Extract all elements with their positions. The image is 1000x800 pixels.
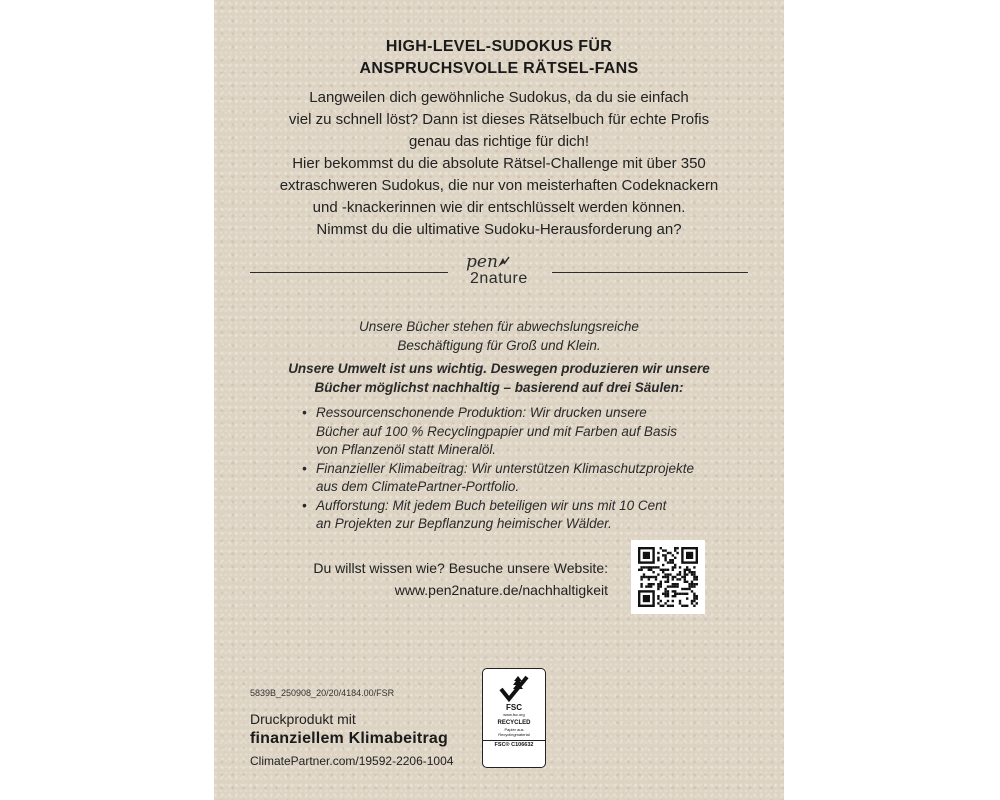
fsc-tree-check-icon xyxy=(497,673,531,703)
headline xyxy=(214,36,784,80)
logo-nature-text: 2nature xyxy=(470,270,528,287)
intro-paragraph-2 xyxy=(244,153,754,241)
leaf-icon xyxy=(496,256,510,268)
divider-left xyxy=(250,272,448,273)
values-statement xyxy=(244,317,754,355)
fsc-recycled: RECYCLED xyxy=(497,720,531,726)
headline-line-1: HIGH-LEVEL-SUDOKUS FÜR xyxy=(385,38,613,55)
website-callout xyxy=(313,557,608,601)
text-line: und -knackerinnen wie dir entschlüsselt werden können. xyxy=(312,199,686,216)
pen2nature-logo xyxy=(458,254,542,294)
fsc-website: www.fsc.org xyxy=(503,712,525,717)
climate-label-line-2: finanziellem Klimabeitrag xyxy=(250,730,448,747)
bullet-point: • xyxy=(302,405,307,420)
text-line: Finanzieller Klimabeitrag: Wir unterstützen Klimaschutzprojekte xyxy=(316,460,695,476)
text-line: Bücher möglichst nachhaltig – basierend auf drei Säulen: xyxy=(314,380,684,395)
fsc-sub-2: Recyclingmaterial xyxy=(498,732,530,737)
text-line: Langweilen dich gewöhnliche Sudokus, da du sie einfach xyxy=(309,89,689,106)
fsc-recycled-label xyxy=(482,668,546,768)
pillar-item xyxy=(302,497,712,534)
pillar-item xyxy=(302,460,712,497)
climate-partner-id: ClimatePartner.com/19592-2206-1004 xyxy=(250,754,454,768)
text-line: von Pflanzenöl statt Mineralöl. xyxy=(316,442,497,457)
sustainability-pillars xyxy=(302,404,712,534)
bullet-point: • xyxy=(302,460,307,476)
fsc-wordmark: FSC xyxy=(506,703,522,712)
headline-line-2: ANSPRUCHSVOLLE RÄTSEL-FANS xyxy=(359,60,639,77)
book-back-cover xyxy=(214,0,784,800)
product-code: 5839B_250908_20/20/4184.00/FSR xyxy=(250,688,395,698)
text-line: Unsere Bücher stehen für abwechslungsreiche xyxy=(359,319,639,334)
qr-code[interactable] xyxy=(631,540,705,614)
logo-pen-text: pen xyxy=(466,252,498,272)
qr-code-icon xyxy=(631,540,705,614)
text-line: genau das richtige für dich! xyxy=(408,133,590,150)
text-line: viel zu schnell löst? Dann ist dieses Rätselbuch für echte Profis xyxy=(288,111,710,128)
fsc-license: FSC® C106632 xyxy=(483,740,545,749)
text-line: Unsere Umwelt ist uns wichtig. Deswegen produzieren wir unsere xyxy=(288,361,710,376)
text-line: an Projekten zur Bepflanzung heimischer Wälder. xyxy=(316,516,612,531)
divider-right xyxy=(552,272,748,273)
text-line: Aufforstung: Mit jedem Buch beteiligen wir uns mit 10 Cent xyxy=(316,497,667,513)
environment-statement xyxy=(244,359,754,397)
text-line: Nimmst du die ultimative Sudoku-Herausforderung an? xyxy=(316,221,682,238)
text-line: Beschäftigung für Groß und Klein. xyxy=(397,338,601,353)
text-line: Ressourcenschonende Produktion: Wir drucken unsere xyxy=(316,405,647,420)
text-line: extraschweren Sudokus, die nur von meisterhaften Codeknackern xyxy=(279,177,719,194)
fsc-sub-1: Papier aus xyxy=(504,727,524,732)
intro-paragraph-1 xyxy=(244,87,754,153)
bullet-point: • xyxy=(302,497,307,513)
climate-label-line-1: Druckprodukt mit xyxy=(250,711,356,727)
pillar-item xyxy=(302,404,712,460)
website-url[interactable]: www.pen2nature.de/nachhaltigkeit xyxy=(394,582,608,598)
text-line: Bücher auf 100 % Recyclingpapier und mit Farben auf Basis xyxy=(316,423,677,439)
text-line: aus dem ClimatePartner-Portfolio. xyxy=(316,479,520,494)
website-prompt: Du willst wissen wie? Besuche unsere Website: xyxy=(313,560,608,576)
text-line: Hier bekommst du die absolute Rätsel-Challenge mit über 350 xyxy=(292,155,706,172)
